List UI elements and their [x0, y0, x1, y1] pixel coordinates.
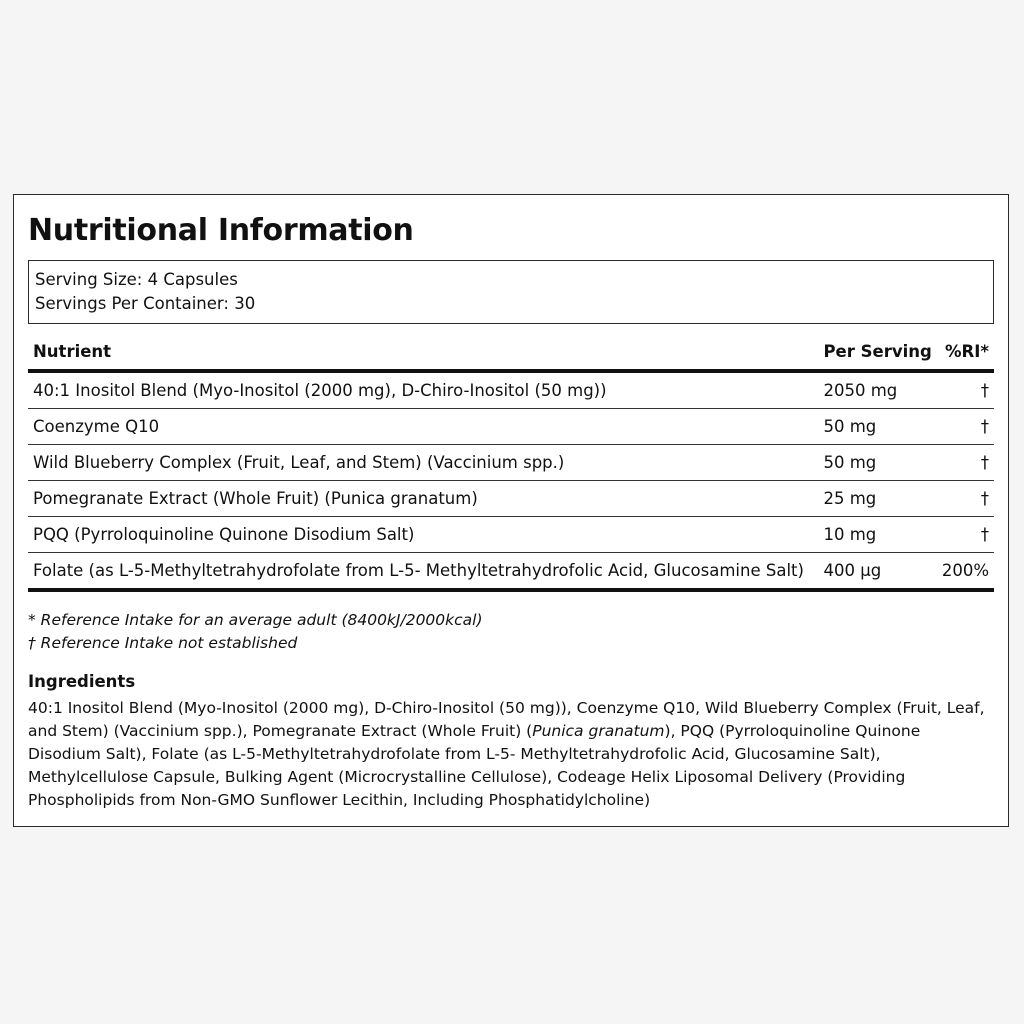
nutrient-name: Folate (as L-5-Methyltetrahydrofolate from L-5- Methyltetrahydrofolic Acid, Glucosamine Salt): [28, 553, 818, 591]
nutrient-ri: †: [980, 381, 989, 400]
ingredients-text: [28, 697, 994, 812]
table-row: [28, 553, 994, 591]
nutrient-ri: †: [937, 481, 994, 517]
nutrient-amount: 25 mg: [818, 481, 936, 517]
nutrient-amount: 10 mg: [818, 517, 936, 553]
table-header-row: [28, 338, 994, 371]
table-row: [28, 517, 994, 553]
ingredients-text-italic: Punica granatum: [532, 722, 665, 740]
nutrition-panel: [13, 194, 1009, 827]
nutrient-name: Wild Blueberry Complex (Fruit, Leaf, and Stem) (Vaccinium spp.): [28, 445, 818, 481]
header-nutrient: Nutrient: [28, 338, 818, 371]
table-row: [28, 409, 994, 445]
nutrient-name: Pomegranate Extract (Whole Fruit) (Punica granatum): [28, 481, 818, 517]
nutrient-table: [28, 338, 994, 592]
ingredients-title: Ingredients: [28, 672, 136, 691]
serving-size: Serving Size: 4 Capsules: [35, 270, 238, 289]
nutrient-ri: †: [937, 445, 994, 481]
ri-footnote: * Reference Intake for an average adult (8400kJ/2000kcal): [28, 611, 483, 629]
serving-info-box: [28, 260, 994, 324]
nutrient-amount: 50 mg: [818, 409, 936, 445]
footnotes: [28, 609, 994, 655]
header-ri: %RI*: [937, 338, 994, 371]
nutrient-name: 40:1 Inositol Blend (Myo-Inositol (2000 mg), D-Chiro-Inositol (50 mg)): [33, 381, 607, 400]
header-per-serving: Per Serving: [818, 338, 936, 371]
nutrient-amount: 50 mg: [818, 445, 936, 481]
nutrient-ri: †: [937, 517, 994, 553]
ingredients-text-part1: 40:1 Inositol Blend (Myo-Inositol (2000 mg), D-Chiro-Inositol (50 mg)), Coenzyme Q10, Wild Blueberry Complex (Fruit, Leaf, and Stem) (Vaccinium spp.), Pomegranate Extract (Whole Fruit) (: [28, 699, 985, 740]
nutrient-amount: 2050 mg: [823, 381, 898, 400]
nutrient-name: Coenzyme Q10: [28, 409, 818, 445]
table-row: [28, 481, 994, 517]
nutrient-ri: †: [937, 409, 994, 445]
nutrient-name: PQQ (Pyrroloquinoline Quinone Disodium Salt): [28, 517, 818, 553]
dagger-footnote: † Reference Intake not established: [28, 634, 298, 652]
servings-per-container: Servings Per Container: 30: [35, 294, 256, 313]
ingredients-text-part2: ), PQQ (Pyrroloquinoline Quinone Disodium Salt), Folate (as L-5-Methyltetrahydrofolate from L-5- Methyltetrahydrofolic Acid, Glucosamine Salt), Methylcellulose Capsule, Bulking Agent (Microcrystalline Cellulose), Codeage Helix Liposomal Delivery (Providing Phospholipids from Non-GMO Sunflower Lecithin, Including Phosphatidylcholine): [28, 722, 921, 809]
nutrient-ri: 200%: [937, 553, 994, 591]
table-row: [28, 371, 994, 409]
panel-title: Nutritional Information: [28, 213, 414, 248]
nutrient-amount: 400 µg: [818, 553, 936, 591]
table-row: [28, 445, 994, 481]
